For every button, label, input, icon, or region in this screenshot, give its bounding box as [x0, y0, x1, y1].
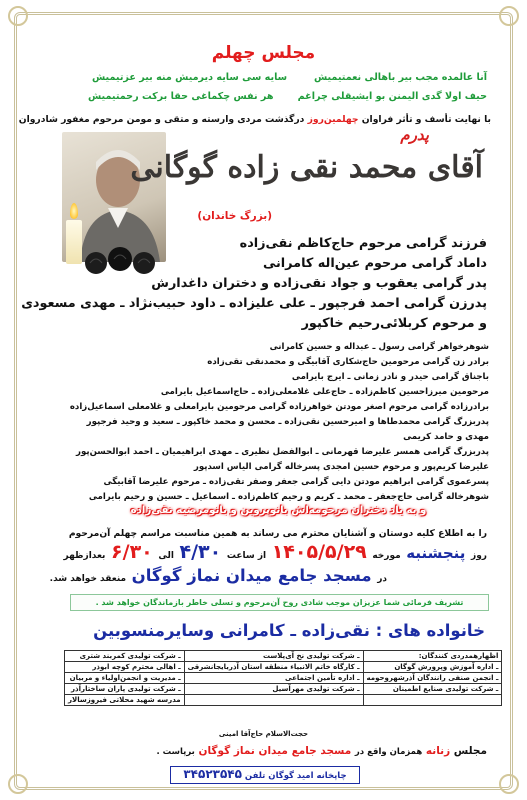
table-row: [65, 651, 502, 662]
after-label: بعدازظهر: [63, 551, 106, 561]
corner-ornament: [499, 6, 519, 26]
ceremony-date: ۱۴۰۵/۵/۲۹: [271, 541, 367, 563]
table-cell: [363, 695, 502, 706]
table-row: [65, 684, 502, 695]
verse-line: سایه سی سایه دیرمیش منه بیر عزتیمیش: [92, 72, 288, 83]
place-name: مسجد جامع میدان نماز گوگان: [131, 566, 372, 585]
table-cell: اظهارهمدردی کنندگان:: [363, 651, 502, 662]
relation-line: علیرضا کریم‌پور و مرحوم حسین امجدی پسرخاله گرامی الیاس اسدپور: [193, 462, 489, 472]
women-suffix: برپاست .: [156, 747, 195, 757]
table-row: [65, 662, 502, 673]
women-place: مسجد جامع میدان نماز گوگان: [198, 745, 352, 757]
intro-text: درگذشت مردی وارسته و متقی و مومن مرحوم مغفور شادروان: [18, 114, 305, 125]
relation-line: داماد گرامی مرحوم عین‌اله کامرانی: [263, 256, 487, 271]
intro-line: [18, 114, 491, 125]
relation-line: پدربزرگ گرامی محمدطاها و امیرحسین نقی‌زاده ـ محسن و محمد خاکپور ـ سعید و وحید فرجپور: [86, 417, 489, 427]
table-cell: ـ انجمن صنفی رانندگان آذرشهروحومه: [363, 673, 502, 684]
relation-line: پدربزرگ گرامی همسر علیرضا قهرمانی ـ ابوالفضل نظیری ـ مهدی ابراهیمیان ـ احمد ابوالحسن‌پور: [76, 447, 489, 457]
relation-line: برادرزاده گرامی مرحوم اصغر مودتن خواهرزاده گرامی مرحومین بایرامعلی و غلامعلی اسماعیل‌زاده: [69, 402, 489, 412]
table-cell: ـ شرکت تولیدی مهرآسیل: [184, 684, 363, 695]
relation-line: باجناق گرامی حیدر و نادر زمانی ـ ایرج بایرامی: [291, 372, 489, 382]
time-to-label: الی: [158, 551, 174, 561]
corner-ornament: [499, 774, 519, 794]
ceremony-place: [50, 566, 387, 585]
corner-ornament: [8, 774, 28, 794]
deceased-name: آقای محمد نقی زاده گوگانی: [130, 150, 483, 185]
deceased-badge: پدرم: [400, 126, 429, 144]
relation-line: شوهرخواهر گرامی رسول ـ عبداله و حسین کامرانی: [269, 342, 489, 352]
relation-line: مرحومین میرزاحسین کاظم‌زاده ـ حاج‌علی غلامعلی‌زاده ـ حاج‌اسماعیل بایرامی: [160, 387, 489, 397]
date-label: مورخه: [372, 551, 401, 561]
printer-box: [170, 766, 360, 784]
place-suffix: منعقد خواهد شد.: [49, 574, 127, 584]
women-prefix: مجلس: [453, 745, 487, 757]
memorial-line: و به یاد دختران مرحومه‌اش بانوپروین و بانومرضیه نقی‌زاده: [130, 505, 427, 516]
table-cell: ـ اداره تأمین اجتماعی: [184, 673, 363, 684]
printer-phone: ۳۴۵۲۳۵۴۵: [183, 767, 242, 781]
deceased-tag: (بزرگ خاندان): [197, 210, 272, 222]
families-line: خانواده های : نقی‌زاده ـ کامرانی وسایرمنسوبین: [93, 621, 485, 640]
verse-line: آنا عالمده مجب بیر باهالی نعمتیمیش: [313, 72, 487, 83]
relation-line: برادر زن گرامی مرحومین حاج‌شکاری آقابیگی و محمدنقی تقی‌زاده: [207, 357, 489, 367]
ceremony-day: پنجشنبه: [406, 544, 466, 562]
relation-line: و مرحوم کربلائی‌رحیم خاکپور: [301, 316, 487, 331]
table-cell: ـ شرکت تولیدی کمربند شتری: [65, 651, 185, 662]
place-prefix: در: [377, 574, 387, 584]
table-row: [65, 673, 502, 684]
ceremony-datetime: [64, 541, 488, 563]
table-cell: ـ کارگاه خاتم الانبیاء منطقه استان آذربایجانشرقی: [184, 662, 363, 673]
intro-highlight: چهلمین‌روز: [307, 114, 359, 125]
table-cell: ـ مدیریت و انجمن‌اولیاء و مربیان: [65, 673, 185, 684]
women-bold: زنانه: [425, 745, 451, 757]
printer-label: چاپخانه امید گوگان تلفن: [244, 771, 347, 781]
ceremony-intro: را به اطلاع کلیه دوستان و آشنایان محترم می رساند به همین مناسبت مراسم چهلم آن‌مرحوم: [68, 528, 487, 539]
table-cell: مدرسه شهید محلاتی فیروزسالار: [65, 695, 185, 706]
relation-line: پسرعموی گرامی ابراهیم مودتن دایی گرامی جعفر وصفر تقی‌زاده ـ مرحوم علیرضا آقابیگی: [103, 477, 489, 487]
table-cell: [184, 695, 363, 706]
relation-line: مهدی و حامد کریمی: [403, 432, 489, 442]
time-to: ۶/۳۰: [111, 541, 153, 563]
time-from: ۴/۳۰: [179, 541, 222, 563]
relation-line: فرزند گرامی مرحوم حاج‌کاظم نقی‌زاده: [239, 236, 487, 251]
women-mid: همزمان واقع در: [354, 747, 423, 757]
relation-line: شوهرخاله گرامی حاج‌جعفر ـ محمد ـ کریم و رحیم کاظم‌زاده ـ اسماعیل ـ حسین و رحیم بایرامی: [88, 492, 489, 502]
corner-ornament: [8, 6, 28, 26]
day-prefix: روز: [471, 551, 487, 561]
intro-text: با نهایت تأسف و تأثر فراوان: [361, 114, 491, 125]
verse-line: حیف اولا گدی الیمنن بو ایشیقلی چراغم: [297, 91, 487, 102]
relation-line: پدرزن گرامی احمد فرجپور ـ علی علیزاده ـ داود حبیب‌نژاد ـ مهدی مسعودی: [21, 296, 487, 311]
table-cell: ـ اداره آموزش وپرورش گوگان: [363, 662, 502, 673]
candle-flame-icon: [70, 203, 78, 219]
table-cell: ـ شرکت تولیدی نخ آی‌پلاست: [184, 651, 363, 662]
table-cell: ـ شرکت تولیدی صنایع اطمینان: [363, 684, 502, 695]
women-ceremony-line: [156, 745, 487, 757]
table-cell: ـ اهالی محترم کوچه ابوذر: [65, 662, 185, 673]
table-row: [65, 695, 502, 706]
table-cell: ـ شرکت تولیدی پاران ساختارآذر: [65, 684, 185, 695]
table-note: حجت‌الاسلام حاج‌آقا امینی: [218, 730, 309, 738]
condolence-table: [64, 650, 502, 706]
page-title: مجلس چهلم: [211, 43, 316, 63]
time-from-label: از ساعت: [226, 551, 267, 561]
relation-line: پدر گرامی یعقوب و جواد نقی‌زاده و دختران داغدارش: [151, 276, 487, 291]
thanks-box: تشریف فرمائی شما عزیزان موجب شادی روح آن‌مرحوم و تسلی خاطر بازماندگان خواهد شد .: [70, 594, 489, 611]
black-roses-icon: [80, 245, 160, 279]
verse-line: هر نفس چکماغی حقا برکت رحمتیمیش: [88, 91, 274, 102]
